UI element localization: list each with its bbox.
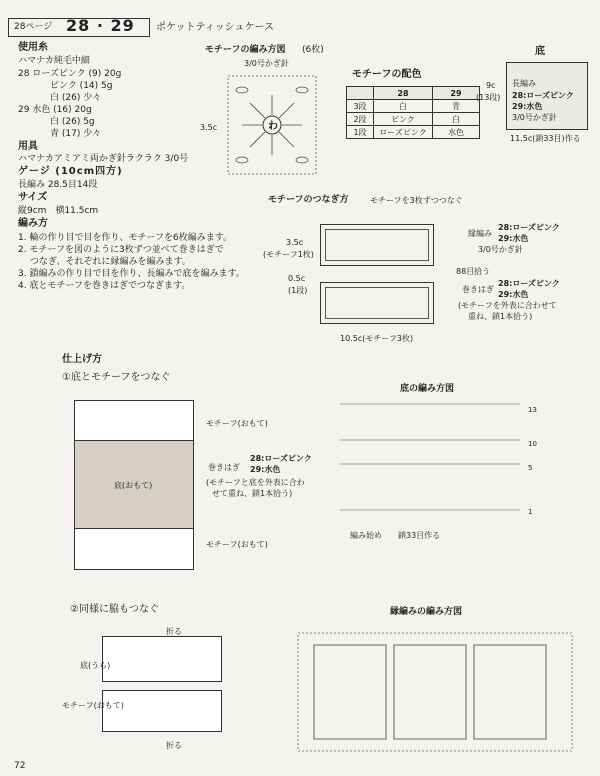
table-cell: 白 bbox=[433, 113, 480, 126]
size-value: 縦9cm 横11.5cm bbox=[18, 206, 99, 216]
motif-chart-hook: 3/0号かぎ針 bbox=[244, 59, 289, 68]
finishing-bottom-label: 底(おもて) bbox=[114, 481, 153, 490]
method-step-4: 4. 底とモチーフを巻きはぎでつなぎます。 bbox=[18, 281, 191, 291]
bottom-chart-start: 編み始め bbox=[350, 531, 382, 540]
side-join-top bbox=[102, 636, 222, 682]
motif-chart-count: (6枚) bbox=[302, 45, 324, 55]
joined-motifs-bottom-inner bbox=[325, 287, 429, 319]
finishing-title: 仕上げ方 bbox=[62, 354, 102, 365]
joining-whip-29: 29:水色 bbox=[498, 290, 529, 299]
stitches-picked: 88目拾う bbox=[456, 267, 491, 276]
motif-chart-size: 3.5c bbox=[200, 123, 218, 132]
yarn-28-c: 白 (26) 少々 bbox=[50, 93, 102, 103]
gauge-heading: ゲージ (10cm四方) bbox=[18, 166, 123, 177]
fold-top: 折る bbox=[166, 627, 182, 636]
bottom-panel-hook: 3/0号かぎ針 bbox=[512, 113, 557, 122]
method-step-1: 1. 輪の作り目で目を作り、モチーフを6枚編みます。 bbox=[18, 233, 233, 243]
joining-whip-28: 28:ローズピンク bbox=[498, 279, 560, 288]
page-number: 72 bbox=[14, 761, 26, 771]
tools-value: ハマナカアミアミ両かぎ針ラクラク 3/0号 bbox=[18, 154, 189, 164]
edging-chart-diagram bbox=[290, 625, 580, 760]
finishing-motif-bottom bbox=[74, 528, 194, 570]
bottom-panel-stitch: 長編み bbox=[512, 79, 536, 88]
bottom-panel-rows: (13段) bbox=[476, 93, 501, 102]
table-cell: ピンク bbox=[374, 113, 433, 126]
table-header-cell bbox=[347, 87, 374, 100]
bottom-panel-color-29: 29:水色 bbox=[512, 102, 543, 111]
joining-title: モチーフのつなぎ方 bbox=[268, 195, 349, 205]
motif-chart-title: モチーフの編み方図 bbox=[205, 45, 286, 55]
method-step-3: 3. 鎖編みの作り目で目を作り、長編みで底を編みます。 bbox=[18, 269, 245, 279]
bottom-panel-width: 11.5c(鎖33目)作る bbox=[510, 134, 581, 143]
joining-width: 10.5c(モチーフ3枚) bbox=[340, 334, 414, 343]
row-13: 13 bbox=[528, 406, 537, 414]
row-10: 10 bbox=[528, 440, 537, 448]
finishing-whip-note-1: (モチーフと底を外表に合わ bbox=[206, 478, 305, 487]
method-step-2b: つなぎ、それぞれに縁編みを編みます。 bbox=[18, 257, 191, 267]
yarn-heading: 使用糸 bbox=[18, 42, 48, 53]
finishing-step-1: ①底とモチーフをつなぐ bbox=[62, 372, 171, 383]
table-row bbox=[347, 87, 480, 100]
page-ref: 28ページ bbox=[14, 22, 53, 32]
finishing-step-2: ②同様に脇もつなぐ bbox=[70, 604, 159, 615]
finishing-motif-top bbox=[74, 400, 194, 442]
color-table-title: モチーフの配色 bbox=[352, 69, 422, 80]
joining-whip-label: 巻きはぎ bbox=[462, 285, 494, 294]
joining-whip-note-1: (モチーフを外表に合わせて bbox=[458, 301, 557, 310]
joining-motif-size: 3.5c bbox=[286, 238, 304, 247]
joining-edge-rows: (1段) bbox=[288, 286, 308, 295]
pattern-numbers: 28 · 29 bbox=[66, 16, 135, 35]
tools-heading: 用具 bbox=[18, 141, 38, 152]
finishing-motif-bottom-label: モチーフ(おもて) bbox=[206, 540, 268, 549]
yarn-28-b: ピンク (14) 5g bbox=[50, 81, 113, 91]
yarn-29-c: 青 (17) 少々 bbox=[50, 129, 102, 139]
table-cell: 3段 bbox=[347, 100, 374, 113]
joining-edge-size: 0.5c bbox=[288, 274, 306, 283]
bottom-panel-title: 底 bbox=[535, 46, 545, 57]
side-label-bottom: 底(うら) bbox=[80, 661, 111, 670]
method-heading: 編み方 bbox=[18, 218, 48, 229]
yarn-29: 29 水色 (16) 20g bbox=[18, 105, 92, 115]
edging-28: 28:ローズピンク bbox=[498, 223, 560, 232]
size-heading: サイズ bbox=[18, 192, 48, 203]
table-cell: 水色 bbox=[433, 126, 480, 139]
bottom-panel-color-28: 28:ローズピンク bbox=[512, 91, 574, 100]
table-cell: 白 bbox=[374, 100, 433, 113]
fold-bottom: 折る bbox=[166, 741, 182, 750]
finishing-motif-top-label: モチーフ(おもて) bbox=[206, 419, 268, 428]
joined-motifs-top-inner bbox=[325, 229, 429, 261]
bottom-panel-height: 9c bbox=[486, 81, 496, 90]
bottom-chart-chain: 鎖33目作る bbox=[398, 531, 441, 540]
bottom-chart-title: 底の編み方図 bbox=[400, 384, 455, 394]
row-5: 5 bbox=[528, 464, 533, 472]
joining-whip-note-2: 重ね、鎖1本拾う) bbox=[468, 312, 533, 321]
table-row bbox=[347, 100, 480, 113]
gauge-value: 長編み 28.5目14段 bbox=[18, 180, 98, 190]
joining-motif-size-note: (モチーフ1枚) bbox=[263, 250, 314, 259]
finishing-whip-label: 巻きはぎ bbox=[208, 463, 240, 472]
table-row bbox=[347, 113, 480, 126]
finishing-whip-28: 28:ローズピンク bbox=[250, 454, 312, 463]
joining-subtitle: モチーフを3枚ずつつなぐ bbox=[370, 196, 463, 205]
table-header-cell: 29 bbox=[433, 87, 480, 100]
finishing-whip-29: 29:水色 bbox=[250, 465, 281, 474]
finishing-whip-note-2: せて重ね、鎖1本拾う) bbox=[212, 489, 293, 498]
motif-center-ring: わ bbox=[268, 121, 278, 132]
pattern-title: ポケットティッシュケース bbox=[156, 22, 274, 33]
edging-label: 縁編み bbox=[468, 229, 492, 238]
table-cell: 2段 bbox=[347, 113, 374, 126]
yarn-name: ハマナカ純毛中細 bbox=[18, 56, 90, 66]
method-step-2: 2. モチーフを図のように3枚ずつ並べて巻きはぎで bbox=[18, 245, 224, 255]
edging-hook: 3/0号かぎ針 bbox=[478, 245, 523, 254]
table-cell: ローズピンク bbox=[374, 126, 433, 139]
table-header-cell: 28 bbox=[374, 87, 433, 100]
color-table bbox=[346, 86, 480, 139]
table-cell: 青 bbox=[433, 100, 480, 113]
row-1: 1 bbox=[528, 508, 533, 516]
side-label-motif: モチーフ(おもて) bbox=[62, 701, 124, 710]
table-cell: 1段 bbox=[347, 126, 374, 139]
table-row bbox=[347, 126, 480, 139]
yarn-29-b: 白 (26) 5g bbox=[50, 117, 95, 127]
bottom-chart-grid bbox=[340, 400, 520, 520]
edging-29: 29:水色 bbox=[498, 234, 529, 243]
edging-chart-title: 縁編みの編み方図 bbox=[390, 607, 463, 617]
yarn-28: 28 ローズピンク (9) 20g bbox=[18, 69, 122, 79]
